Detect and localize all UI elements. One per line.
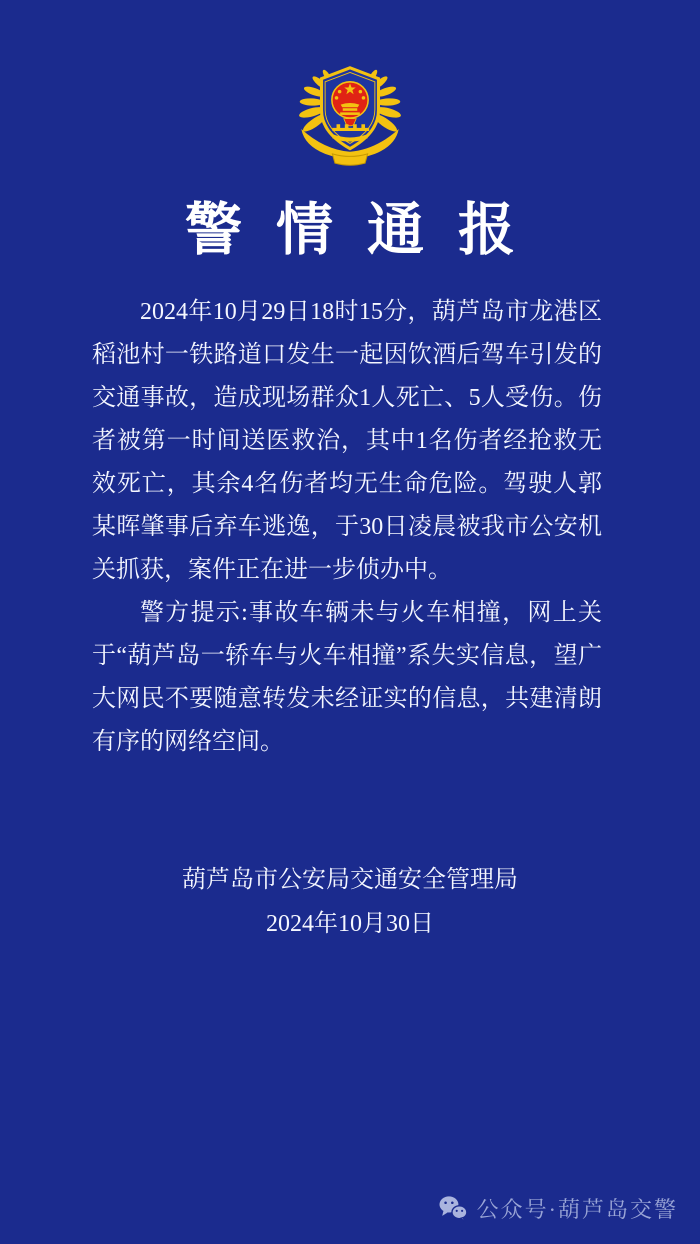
tiananmen-gate — [340, 103, 360, 115]
notice-body — [92, 291, 602, 764]
footer-watermark — [438, 1193, 678, 1224]
wechat-icon — [438, 1195, 468, 1222]
paragraph-incident: 2024年10月29日18时15分，葫芦岛市龙港区稻池村一铁路道口发生一起因饮酒后驾车引发的交通事故，造成现场群众1人死亡、5人受伤。伤者被第一时间送医救治，其中1名伤者经抢救无效死亡，其余4名伤者均无生命危险。驾驶人郭某晖肇事后弃车逃逸，于30日凌晨被我市公安机关抓获，案件正在进一步侦办中。 — [92, 299, 602, 583]
issue-date: 2024年10月30日 — [266, 911, 434, 937]
watermark-text: 公众号·葫芦岛交警 — [476, 1197, 678, 1222]
issuing-authority: 葫芦岛市公安局交通安全管理局 — [182, 867, 518, 893]
signature-block — [0, 858, 700, 946]
police-badge-emblem — [293, 56, 407, 176]
paragraph-police-reminder: 警方提示:事故车辆未与火车相撞，网上关于“葫芦岛一轿车与火车相撞”系失实信息，望广大网民不要随意转发未经证实的信息，共建清朗有序的网络空间。 — [92, 600, 602, 755]
notice-title: 警情通报 — [185, 199, 549, 262]
